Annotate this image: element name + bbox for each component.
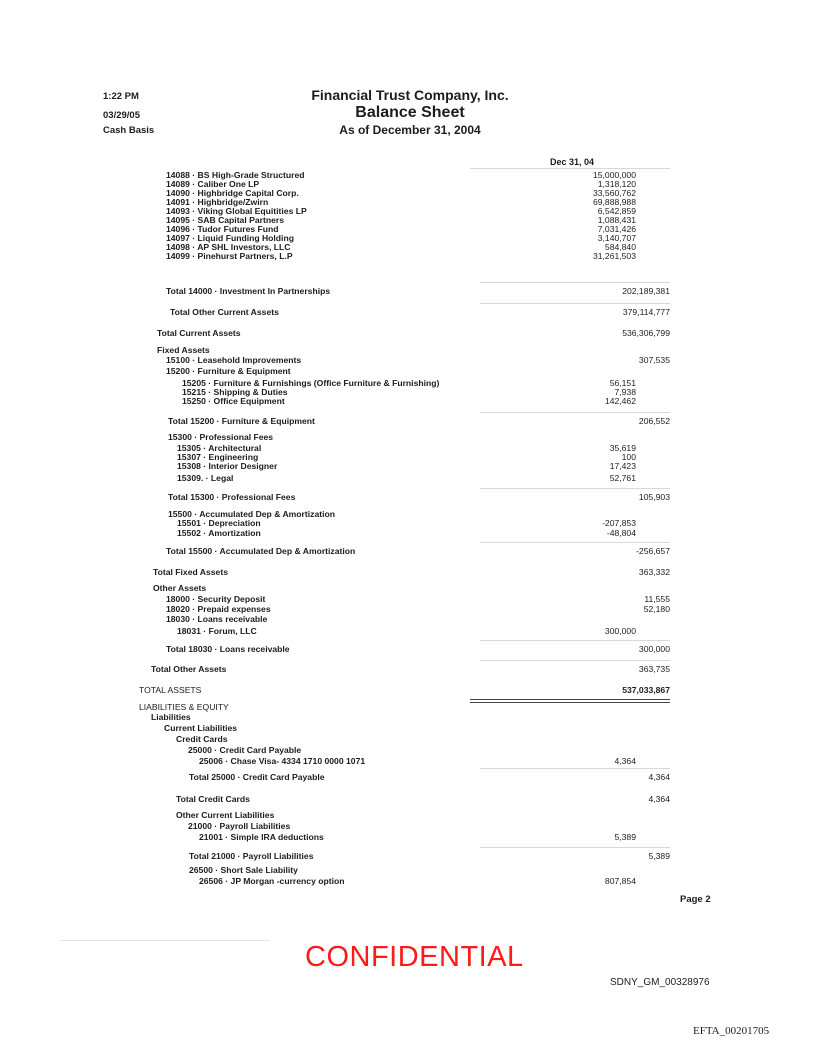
row-label: 15100 · Leasehold Improvements [166, 355, 302, 365]
row-label: 14097 · Liquid Funding Holding [166, 233, 294, 243]
report-basis: Cash Basis [103, 125, 155, 136]
row-amount: -48,804 [606, 528, 636, 538]
column-header-rule [470, 168, 670, 169]
row-label: 26506 · JP Morgan -currency option [199, 876, 345, 886]
row-label: 26500 · Short Sale Liability [189, 865, 298, 875]
row-label: 14089 · Caliber One LP [166, 179, 260, 189]
row-amount: 56,151 [609, 378, 636, 388]
row-amount: 1,088,431 [597, 215, 636, 225]
row-label: Total 21000 · Payroll Liabilities [189, 851, 314, 861]
row-label: TOTAL ASSETS [139, 685, 202, 695]
row-label: 14095 · SAB Capital Partners [166, 215, 284, 225]
row-label: 15502 · Amortization [177, 528, 261, 538]
row-label: Total Fixed Assets [153, 567, 228, 577]
row-total: 202,189,381 [622, 286, 670, 296]
row-label: 14096 · Tudor Futures Fund [166, 224, 279, 234]
row-amount: 142,462 [604, 396, 636, 406]
row-label: 18031 · Forum, LLC [177, 626, 257, 636]
subtotal-rule [480, 847, 670, 848]
row-label: 21001 · Simple IRA deductions [199, 832, 324, 842]
row-label: 21000 · Payroll Liabilities [188, 821, 291, 831]
row-amount: 1,318,120 [597, 179, 636, 189]
subtotal-rule [480, 542, 670, 543]
row-amount: 300,000 [604, 626, 636, 636]
row-label: 25006 · Chase Visa- 4334 1710 0000 1071 [199, 756, 366, 766]
row-total: 379,114,777 [622, 307, 670, 317]
efta-number: EFTA_00201705 [693, 1025, 770, 1037]
row-amount: 584,840 [604, 242, 636, 252]
row-amount: 35,619 [609, 443, 636, 453]
row-amount: -207,853 [602, 518, 636, 528]
subtotal-rule [480, 412, 670, 413]
row-label: 14098 · AP SHL Investors, LLC [166, 242, 291, 252]
double-underline [470, 699, 670, 700]
confidential-stamp: CONFIDENTIAL [305, 941, 524, 973]
row-total: 537,033,867 [622, 685, 670, 695]
row-amount: 807,854 [604, 876, 636, 886]
subtotal-rule [480, 303, 670, 304]
page-number: Page 2 [680, 894, 711, 905]
row-amount: 52,761 [609, 473, 636, 483]
row-label: 15307 · Engineering [177, 452, 259, 462]
row-total: 206,552 [638, 416, 670, 426]
row-total: 11,555 [644, 594, 670, 604]
row-total: 536,306,799 [622, 328, 670, 338]
row-label: 18020 · Prepaid expenses [166, 604, 271, 614]
row-total: 307,535 [638, 355, 670, 365]
row-label: 15305 · Architectural [177, 443, 262, 453]
row-label: Total 25000 · Credit Card Payable [189, 772, 325, 782]
row-amount: 4,364 [614, 756, 636, 766]
row-amount: 7,031,426 [597, 224, 636, 234]
row-label: 15308 · Interior Designer [177, 461, 278, 471]
scan-mark [60, 940, 270, 941]
column-header: Dec 31, 04 [550, 157, 595, 167]
row-amount: 5,389 [614, 832, 636, 842]
row-amount: 17,423 [609, 461, 636, 471]
row-label: 18030 · Loans receivable [166, 614, 268, 624]
row-label: LIABILITIES & EQUITY [139, 702, 229, 712]
row-total: 5,389 [648, 851, 670, 861]
company-name: Financial Trust Company, Inc. [311, 87, 509, 103]
report-date: 03/29/05 [103, 110, 140, 121]
row-total: -256,657 [636, 546, 670, 556]
row-label: Other Current Liabilities [176, 810, 275, 820]
row-total: 363,332 [638, 567, 670, 577]
row-label: 14093 · Viking Global Equitities LP [166, 206, 307, 216]
row-amount: 15,000,000 [592, 170, 636, 180]
row-label: Total 14000 · Investment In Partnerships [166, 286, 331, 296]
row-label: Total 15200 · Furniture & Equipment [168, 416, 315, 426]
row-amount: 31,261,503 [592, 251, 636, 261]
row-label: Total 15500 · Accumulated Dep & Amortization [166, 546, 356, 556]
row-label: Total Other Current Assets [170, 307, 279, 317]
row-total: 105,903 [638, 492, 670, 502]
row-label: 15500 · Accumulated Dep & Amortization [168, 509, 335, 519]
row-label: 15215 · Shipping & Duties [182, 387, 288, 397]
row-label: 18000 · Security Deposit [166, 594, 266, 604]
row-total: 4,364 [648, 772, 670, 782]
row-amount: 100 [621, 452, 636, 462]
bates-number: SDNY_GM_00328976 [610, 977, 710, 988]
report-as-of: As of December 31, 2004 [339, 123, 481, 137]
row-total: 4,364 [648, 794, 670, 804]
row-label: 15300 · Professional Fees [168, 432, 274, 442]
row-label: Total Credit Cards [176, 794, 250, 804]
subtotal-rule [480, 282, 670, 283]
row-label: Total Current Assets [157, 328, 241, 338]
row-amount: 33,560,762 [592, 188, 636, 198]
row-label: Fixed Assets [157, 345, 210, 355]
row-label: 14099 · Pinehurst Partners, L.P [166, 251, 293, 261]
row-label: 14088 · BS High-Grade Structured [166, 170, 305, 180]
row-total: 52,180 [643, 604, 670, 614]
row-label: Current Liabilities [164, 723, 238, 733]
row-total: 363,735 [638, 664, 670, 674]
row-label: 14091 · Highbridge/Zwirn [166, 197, 269, 207]
row-amount: 7,938 [614, 387, 636, 397]
row-label: 15205 · Furniture & Furnishings (Office Furniture & Furnishing) [182, 378, 440, 388]
row-label: Total 18030 · Loans receivable [166, 644, 290, 654]
report-title: Balance Sheet [355, 104, 465, 121]
row-label: 14090 · Highbridge Capital Corp. [166, 188, 299, 198]
row-label: Total Other Assets [151, 664, 227, 674]
report-time: 1:22 PM [103, 91, 139, 102]
row-label: Other Assets [153, 583, 207, 593]
subtotal-rule [480, 488, 670, 489]
row-amount: 3,140,707 [597, 233, 636, 243]
row-amount: 6,542,859 [597, 206, 636, 216]
row-label: Liabilities [151, 712, 191, 722]
row-label: 15250 · Office Equipment [182, 396, 285, 406]
subtotal-rule [480, 768, 670, 769]
row-label: 15309. · Legal [177, 473, 234, 483]
row-label: 15501 · Depreciation [177, 518, 261, 528]
row-label: 25000 · Credit Card Payable [188, 745, 302, 755]
subtotal-rule [480, 660, 670, 661]
row-label: Total 15300 · Professional Fees [168, 492, 296, 502]
row-amount: 69,888,988 [592, 197, 636, 207]
subtotal-rule [480, 640, 670, 641]
row-total: 300,000 [638, 644, 670, 654]
row-label: Credit Cards [176, 734, 228, 744]
row-label: 15200 · Furniture & Equipment [166, 366, 291, 376]
double-underline [470, 702, 670, 703]
